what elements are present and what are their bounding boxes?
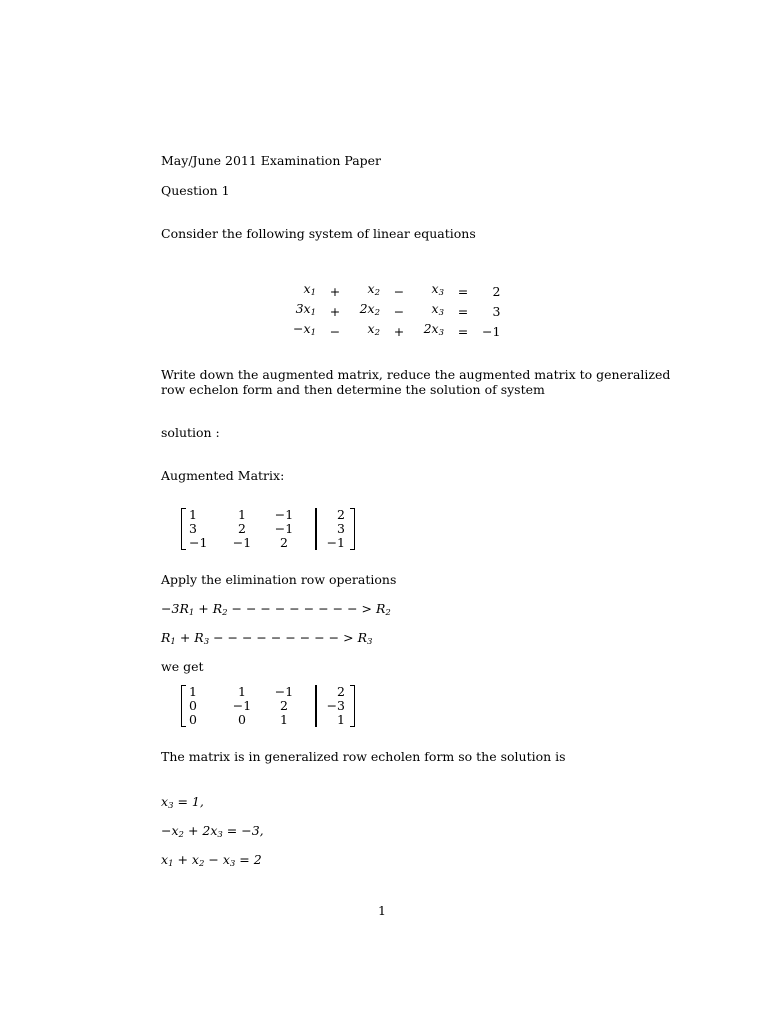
- equation-operator: −: [393, 303, 405, 319]
- matrix-cell: 0: [238, 712, 246, 727]
- equation-row: [286, 301, 504, 321]
- equation-row: [286, 321, 504, 341]
- matrix-cell: 2: [280, 535, 288, 550]
- matrix-cell: 1: [238, 684, 246, 699]
- matrix-cell: −1: [232, 698, 252, 713]
- equation-term: $x_2$: [367, 321, 380, 338]
- equation-rhs: −1: [482, 323, 501, 339]
- intro-text: Consider the following system of linear equations: [161, 226, 476, 241]
- instruction-line-1: Write down the augmented matrix, reduce the augmented matrix to generalized: [161, 367, 671, 382]
- equation-rhs: 3: [492, 303, 501, 319]
- conclusion-text: The matrix is in generalized row echolen form so the solution is: [161, 749, 566, 764]
- solution-equation-3: $x_1 + x_2 - x_3 = 2$: [161, 852, 262, 869]
- matrix-cell: −1: [274, 684, 294, 699]
- matrix-cell: −1: [274, 507, 294, 522]
- matrix-row: [189, 508, 349, 522]
- matrix-cell: 1: [280, 712, 288, 727]
- matrix-cell: 2: [280, 698, 288, 713]
- equation-operator: =: [457, 283, 469, 299]
- equation-system: [286, 281, 504, 341]
- matrix-row: [189, 699, 349, 713]
- left-bracket: [181, 508, 186, 550]
- exam-title: May/June 2011 Examination Paper: [161, 153, 382, 168]
- solution-equation-2: $-x_2 + 2x_3 = -3$,: [161, 823, 264, 840]
- matrix-cell: −1: [232, 535, 252, 550]
- augmented-matrix-label: Augmented Matrix:: [161, 468, 285, 483]
- equation-rhs: 2: [492, 283, 501, 299]
- equation-operator: +: [329, 283, 341, 299]
- solution-label: solution :: [161, 425, 220, 440]
- matrix-row: [189, 536, 349, 550]
- equation-term: $-x_1$: [293, 321, 316, 338]
- question-label: Question 1: [161, 183, 230, 198]
- matrix-row: [189, 685, 349, 699]
- page-number: 1: [378, 903, 386, 918]
- row-operation-1: $-3R_1 + R_2$ − − − − − − − − − > $R_2$: [161, 601, 391, 618]
- matrix-cell: 1: [238, 507, 246, 522]
- row-operation-2: $R_1 + R_3$ − − − − − − − − − > $R_3$: [161, 630, 373, 647]
- matrix-row: [189, 522, 349, 536]
- augmented-matrix: [181, 508, 355, 550]
- matrix-aug-cell: −3: [326, 698, 345, 713]
- right-bracket: [350, 685, 355, 727]
- augment-separator: [305, 699, 325, 713]
- equation-operator: −: [393, 283, 405, 299]
- solution-equation-1: $x_3 = 1$,: [161, 794, 204, 811]
- augment-separator: [305, 536, 325, 550]
- equation-row: [286, 281, 504, 301]
- augment-separator: [305, 522, 325, 536]
- elimination-label: Apply the elimination row operations: [161, 572, 397, 587]
- equation-term: $2x_2$: [359, 301, 380, 318]
- equation-term: $x_3$: [431, 301, 444, 318]
- matrix-cell: 3: [189, 521, 197, 536]
- we-get-label: we get: [161, 659, 204, 674]
- matrix-cell: 0: [189, 698, 197, 713]
- matrix-row: [189, 713, 349, 727]
- equation-operator: =: [457, 303, 469, 319]
- equation-term: $2x_3$: [423, 321, 444, 338]
- equation-term: $x_2$: [367, 281, 380, 298]
- equation-operator: +: [329, 303, 341, 319]
- equation-term: $x_1$: [303, 281, 316, 298]
- reduced-matrix: [181, 685, 355, 727]
- equation-operator: −: [329, 323, 341, 339]
- matrix-aug-cell: 3: [337, 521, 345, 536]
- matrix-aug-cell: 2: [337, 684, 345, 699]
- equation-term: $3x_1$: [295, 301, 316, 318]
- right-bracket: [350, 508, 355, 550]
- left-bracket: [181, 685, 186, 727]
- equation-term: $x_3$: [431, 281, 444, 298]
- augment-separator: [305, 713, 325, 727]
- matrix-aug-cell: 2: [337, 507, 345, 522]
- matrix-aug-cell: −1: [326, 535, 345, 550]
- matrix-cell: 0: [189, 712, 197, 727]
- matrix-cell: −1: [274, 521, 294, 536]
- equation-operator: =: [457, 323, 469, 339]
- matrix-cell: −1: [189, 535, 208, 550]
- augment-separator: [305, 685, 325, 699]
- augment-separator: [305, 508, 325, 522]
- matrix-cell: 1: [189, 684, 197, 699]
- equation-operator: +: [393, 323, 405, 339]
- instruction-line-2: row echelon form and then determine the solution of system: [161, 382, 545, 397]
- matrix-aug-cell: 1: [337, 712, 345, 727]
- matrix-cell: 2: [238, 521, 246, 536]
- matrix-cell: 1: [189, 507, 197, 522]
